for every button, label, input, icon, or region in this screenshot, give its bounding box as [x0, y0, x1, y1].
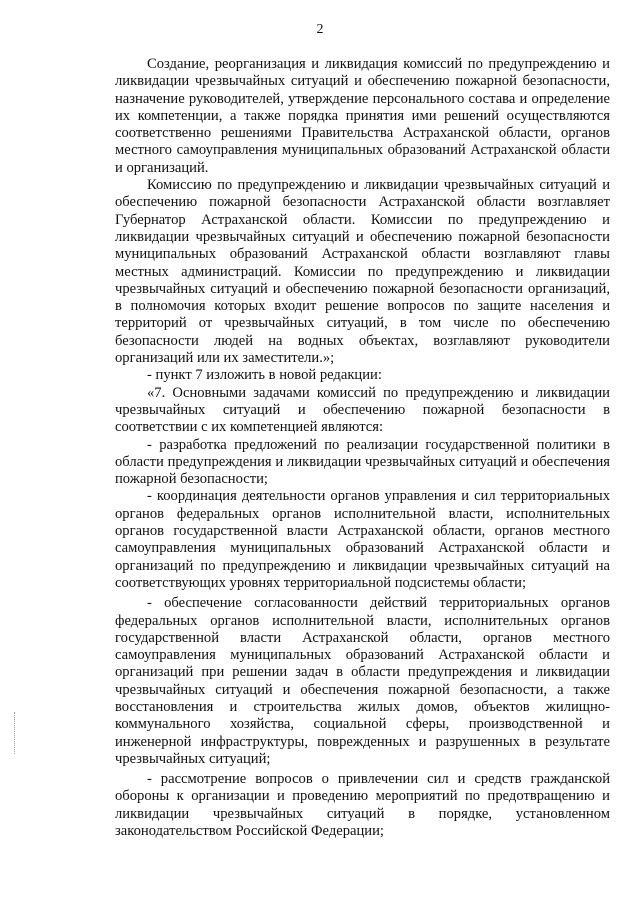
scan-margin-mark	[14, 712, 17, 754]
paragraph-commissions-creation: Создание, реорганизация и ликвидация комиссий по предупреждению и ликвидации чрезвычайных ситуаций и обеспечению пожарной безопасности, назначение руководителей, утверждение персонального состава и определение их компетенции, а также порядка принятия ими решений осуществляются соответственно решениями Правительства Астраханской области, органов местного самоуправления муниципальных образований Астраханской области и организаций.	[115, 56, 610, 176]
document-body	[115, 56, 610, 840]
paragraph-item-7-tasks: «7. Основными задачами комиссий по предупреждению и ликвидации чрезвычайных ситуаций и обеспечению пожарной безопасности в соответствии с их компетенцией являются:	[115, 384, 610, 436]
list-item-civil-defense: - рассмотрение вопросов о привлечении сил и средств гражданской обороны к организации и проведению мероприятий по предотвращению и ликвидации чрезвычайных ситуаций в порядке, установленном законодательством Российской Федерации;	[115, 771, 610, 840]
list-item-consistency: - обеспечение согласованности действий территориальных органов федеральных органов исполнительной власти, исполнительных органов государственной власти Астраханской области, органов местного самоуправления муниципальных образований Астраханской области и организаций при решении задач в области предупреждения и ликвидации чрезвычайных ситуаций и обеспечения пожарной безопасности, а также восстановления и строительства жилых домов, объектов жилищно-коммунального хозяйства, социальной сферы, производственной и инженерной инфраструктуры, поврежденных и разрушенных в результате чрезвычайных ситуаций;	[115, 595, 610, 767]
list-item-coordination: - координация деятельности органов управления и сил территориальных органов федеральных органов исполнительной власти, исполнительных органов государственной власти Астраханской области, органов местного самоуправления муниципальных образований Астраханской области и организаций по предупреждению и ликвидации чрезвычайных ситуаций на соответствующих уровнях территориальной подсистемы области;	[115, 488, 610, 591]
paragraph-item-7-intro: - пункт 7 изложить в новой редакции:	[147, 367, 382, 384]
list-item-policy-proposals: - разработка предложений по реализации государственной политики в области предупреждения и ликвидации чрезвычайных ситуаций и обеспечения пожарной безопасности;	[115, 436, 610, 488]
page-number: 2	[316, 22, 324, 37]
paragraph-commissions-heads: Комиссию по предупреждению и ликвидации чрезвычайных ситуаций и обеспечению пожарной безопасности Астраханской области возглавляет Губернатор Астраханской области. Комиссии по предупреждению и ликвидации чрезвычайных ситуаций и обеспечению пожарной безопасности муниципальных образований Астраханской области возглавляют главы местных администраций. Комиссии по предупреждению и ликвидации чрезвычайных ситуаций и обеспечению пожарной безопасности организаций, в полномочия которых входит решение вопросов по защите населения и территорий от чрезвычайных ситуаций, в том числе по обеспечению безопасности людей на водных объектах, возглавляют руководители организаций или их заместители.»;	[115, 177, 610, 367]
